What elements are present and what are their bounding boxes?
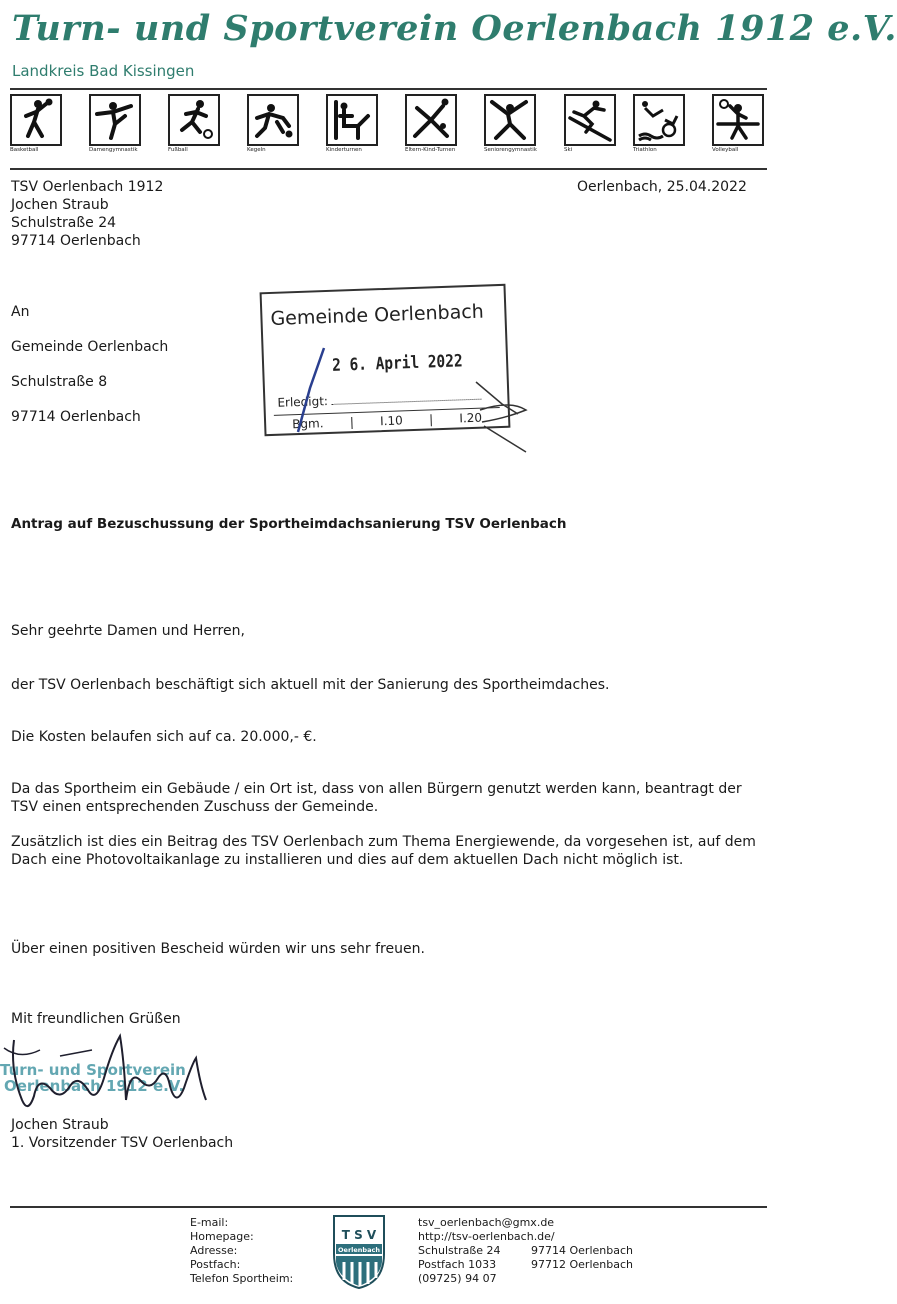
ski-icon (566, 96, 614, 144)
sports-pictogram-row (10, 94, 767, 164)
stamp-routing-row: Bgm. | I.10 | I.20 (274, 407, 500, 432)
bowling-icon (249, 96, 297, 144)
signer-role: 1. Vorsitzender TSV Oerlenbach (11, 1135, 234, 1151)
footer-labels: E-mail: Homepage: Adresse: Postfach: Telefon Sportheim: (190, 1216, 294, 1285)
letter-paragraph-3: Da das Sportheim ein Gebäude / ein Ort ist, dass von allen Bürgern genutzt werden kann, beantragt der TSV einen entsprechenden Zuschuss der Gemeinde. (11, 781, 742, 815)
sport-basketball: Basketball (10, 94, 66, 162)
sender-block (11, 178, 163, 250)
triathlon-icon (635, 96, 683, 144)
footer-homepage[interactable]: http://tsv-oerlenbach.de/ (418, 1230, 555, 1243)
sport-parent-child: Eltern-Kind-Turnen (405, 94, 461, 162)
recipient-city: 97714 Oerlenbach (11, 409, 141, 425)
district-subtitle: Landkreis Bad Kissingen (12, 62, 195, 80)
sport-bowling: Kegeln (247, 94, 303, 162)
basketball-icon (12, 96, 60, 144)
stamp-office: Gemeinde Oerlenbach (270, 300, 485, 330)
logo-letters: T S V (341, 1228, 377, 1242)
header-bottom-divider (10, 168, 767, 170)
place-date: Oerlenbach, 25.04.2022 (577, 179, 747, 195)
sport-volleyball: Volleyball (712, 94, 768, 162)
volleyball-icon (714, 96, 762, 144)
footer-postfach: Postfach 1033 (418, 1258, 497, 1271)
sender-club: TSV Oerlenbach 1912 (11, 179, 164, 195)
stamp-date: 2 6. April 2022 (331, 351, 463, 376)
logo-band-text: Oerlenbach (338, 1246, 380, 1254)
letter-salutation: Sehr geehrte Damen und Herren, (11, 623, 245, 639)
footer-cities (531, 1244, 633, 1272)
stamp-col-i20: I.20 (459, 410, 483, 426)
footer-phone: (09725) 94 07 (418, 1272, 497, 1285)
footer-divider (10, 1206, 767, 1208)
recipient-an: An (11, 304, 30, 320)
gymnastics-icon (91, 96, 139, 144)
letter-paragraph-1: der TSV Oerlenbach beschäftigt sich aktuell mit der Sanierung des Sportheimdaches. (11, 677, 610, 693)
letter-paragraph-5: Über einen positiven Bescheid würden wir uns sehr freuen. (11, 941, 425, 957)
footer-postfach-city: 97712 Oerlenbach (531, 1258, 633, 1271)
club-title: Turn- und Sportverein Oerlenbach 1912 e.V. (12, 8, 897, 49)
recipient-name: Gemeinde Oerlenbach (11, 339, 169, 355)
letter-paragraph-4: Zusätzlich ist dies ein Beitrag des TSV Oerlenbach zum Thema Energiewende, da vorgesehen ist, auf dem Dach eine Photovoltaikanlage zu installieren und dies auf dem aktuellen Dach nicht möglich ist. (11, 834, 756, 868)
footer-address-street: Schulstraße 24 (418, 1244, 501, 1257)
sender-city: 97714 Oerlenbach (11, 233, 141, 249)
footer-email[interactable]: tsv_oerlenbach@gmx.de (418, 1216, 555, 1229)
seniors-gymnastics-icon (486, 96, 534, 144)
letter-closing: Mit freundlichen Grüßen (11, 1011, 181, 1027)
sport-kids-gymnastics: Kinderturnen (326, 94, 382, 162)
header-top-divider (10, 88, 767, 90)
sender-street: Schulstraße 24 (11, 215, 117, 231)
sport-ski: Ski (564, 94, 620, 162)
letter-paragraph-2: Die Kosten belaufen sich auf ca. 20.000,- €. (11, 729, 317, 745)
sport-triathlon: Triathlon (633, 94, 689, 162)
handwritten-signature (0, 1030, 220, 1130)
football-icon (170, 96, 218, 144)
sport-gymnastics: Damengymnastik (89, 94, 145, 162)
stamp-col-bgm: Bgm. (291, 416, 324, 432)
recipient-street: Schulstraße 8 (11, 374, 108, 390)
stamp-col-i10: I.10 (379, 413, 404, 429)
sport-seniors-gymnastics: Seniorengymnastik (484, 94, 540, 162)
kids-gymnastics-icon (328, 96, 376, 144)
parent-child-icon (407, 96, 455, 144)
footer-address-city: 97714 Oerlenbach (531, 1244, 633, 1257)
letter-subject: Antrag auf Bezuschussung der Sportheimdachsanierung TSV Oerlenbach (11, 516, 567, 532)
stamp-done: Erledigt: (277, 389, 481, 410)
signer-name: Jochen Straub (11, 1117, 109, 1133)
sender-name: Jochen Straub (11, 197, 109, 213)
tsv-club-logo (330, 1212, 388, 1290)
club-seal-stamp: Turn- und Sportverein Oerlenbach 1912 e.V. (0, 1061, 186, 1095)
sport-football: Fußball (168, 94, 224, 162)
stamp-initials-scribble (280, 340, 540, 460)
